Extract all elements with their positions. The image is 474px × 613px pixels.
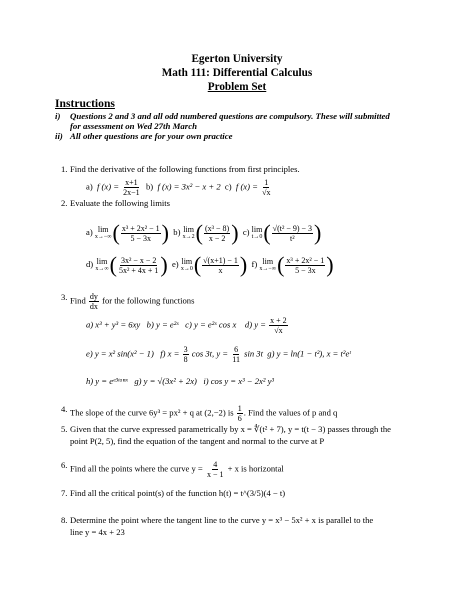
- derivative-fraction: [89, 292, 99, 311]
- expr: c) y = e²ˣ cos x: [185, 319, 237, 330]
- expr: h) y = eᵉ³ᵗᵃⁿˣ: [86, 376, 128, 386]
- limit: [181, 258, 193, 273]
- limit: [95, 226, 112, 241]
- instruction-text: Questions 2 and 3 and all odd numbered questions are compulsory. These will submitted: [70, 111, 390, 121]
- denominator: 5 − 3x: [295, 265, 316, 275]
- lim-sub: t→0: [251, 233, 263, 240]
- q3-row-3: [86, 376, 274, 387]
- part-label: a): [86, 181, 93, 192]
- question-5: [61, 424, 391, 435]
- expr: cos 3t, y =: [191, 348, 229, 359]
- denominator: 5 − 3x: [130, 233, 152, 243]
- fraction: [285, 256, 325, 275]
- question-number: 1.: [61, 164, 68, 174]
- expr: sin 3t: [244, 348, 263, 359]
- question-text: The slope of the curve 6y³ = px² + q at (2,−2) is: [70, 407, 234, 418]
- expr: a) x³ + y³ = 6xy: [86, 319, 141, 330]
- question-text: + x is horizontal: [227, 463, 284, 474]
- numerator: x³ + 2x² − 1: [121, 223, 160, 233]
- question-1: [61, 164, 300, 175]
- fraction: [122, 178, 141, 197]
- question-number: 8.: [61, 515, 68, 525]
- expr: f (x) = 3x² − x + 2: [157, 181, 221, 192]
- q1-part-a: [86, 178, 272, 197]
- question-3: [61, 292, 195, 311]
- numerator: 3: [183, 345, 188, 354]
- q2-row-2: d) lim x→∞ ( $\frac{\text{3x² − x − 2}}{\text{5x² + 4x + 1}}$ ) e) lim x→0 ( $\frac{√(x+1) - 1}{x}$ ) f) lim x→−∞ ( $\frac{\text{x³ + 2x² − 1}}{5 - 3x}$ ): [86, 252, 334, 277]
- question-7: [61, 488, 286, 499]
- instruction-text: All other questions are for your own practice: [70, 131, 233, 141]
- expr: i) cos y = x³ − 2x² y³: [203, 376, 274, 386]
- denominator: 8: [183, 355, 188, 364]
- fraction: [204, 224, 230, 243]
- instruction-label: i): [55, 111, 61, 121]
- denominator: dx: [89, 302, 98, 311]
- numerator: 1: [264, 178, 269, 187]
- fraction: [272, 224, 313, 243]
- instructions-heading: Instructions: [55, 97, 115, 110]
- lim-sub: x→−∞: [259, 265, 277, 272]
- denominator: t²: [290, 233, 295, 243]
- question-text: Find the derivative of the following functions from first principles.: [70, 164, 300, 174]
- part-label: f): [251, 258, 258, 269]
- part-label: a): [86, 226, 93, 237]
- denominator: √x: [262, 188, 271, 197]
- lim-word: lim: [97, 224, 109, 234]
- numerator: x³ + 2x² − 1: [286, 255, 325, 265]
- lim-word: lim: [262, 256, 274, 266]
- part-label: e): [171, 258, 179, 269]
- question-number: 5.: [61, 424, 68, 434]
- numerator: x + 2: [270, 316, 287, 325]
- numerator: 6: [234, 345, 239, 354]
- limit: [259, 258, 276, 273]
- expr: f (x) =: [235, 181, 258, 192]
- question-text: for the following functions: [102, 295, 195, 306]
- instruction-1-cont: for assessment on Wed 27th March: [70, 121, 198, 131]
- question-text: Find all the points where the curve y =: [70, 463, 203, 474]
- question-8-cont: line y = 4x + 23: [70, 527, 125, 537]
- limit: [95, 258, 108, 273]
- expr: f) x =: [160, 348, 180, 359]
- document-title: Problem Set: [207, 81, 267, 93]
- denominator: 5x² + 4x + 1: [118, 265, 159, 275]
- question-text: Find: [70, 295, 86, 306]
- part-label: b): [173, 226, 181, 237]
- denominator: 11: [232, 355, 240, 364]
- part-label: c): [224, 181, 232, 192]
- question-text: Evaluate the following limits: [70, 198, 171, 208]
- numerator: 1: [237, 404, 242, 413]
- question-8: [61, 515, 374, 526]
- denominator: 6: [237, 414, 242, 423]
- fraction: [202, 256, 239, 275]
- question-text: Determine the point where the tangent line to the curve y = x³ − 5x² + x is parallel to the: [70, 515, 374, 525]
- question-2: [61, 198, 171, 209]
- fraction: [237, 404, 243, 423]
- numerator: (x³ − 8): [204, 223, 230, 233]
- limit: [183, 226, 195, 241]
- lim-word: lim: [251, 224, 263, 234]
- part-label: b): [145, 181, 154, 192]
- denominator: √x: [274, 326, 283, 335]
- q3-row-1: [86, 316, 289, 335]
- expr: b) y = e²ˣ: [146, 319, 179, 330]
- numerator: x+1: [125, 178, 138, 187]
- fraction: [118, 256, 159, 275]
- question-6: [61, 460, 284, 479]
- expr: f (x) =: [96, 181, 120, 192]
- numerator: 3x² − x − 2: [120, 255, 157, 265]
- fraction: [231, 345, 241, 364]
- denominator: 2x−1: [123, 188, 140, 197]
- lim-word: lim: [181, 256, 193, 266]
- numerator: √(t² − 9) − 3: [272, 223, 313, 233]
- numerator: 4: [213, 460, 218, 469]
- question-text: Find all the critical point(s) of the function h(t) = t^(3/5)(4 − t): [70, 488, 286, 498]
- instruction-2: [55, 131, 233, 142]
- denominator: x − 1: [206, 470, 224, 479]
- question-text: Given that the curve expressed parametrically by x = ∜(t² + 7), y = t(t − 3) passes through the: [70, 424, 391, 434]
- denominator: x − 2: [208, 233, 226, 243]
- expr: g) y = √(3x² + 2x): [134, 376, 197, 386]
- lim-sub: x→∞: [95, 265, 109, 272]
- lim-word: lim: [183, 224, 194, 234]
- question-5-cont: point P(2, 5), find the equation of the tangent and normal to the curve at P: [70, 436, 325, 446]
- numerator: dy: [89, 292, 98, 301]
- instruction-label: ii): [55, 131, 63, 141]
- limit: [252, 226, 263, 241]
- question-number: 4.: [61, 404, 68, 414]
- question-number: 7.: [61, 488, 68, 498]
- university-title: Egerton University: [191, 53, 283, 65]
- question-number: 2.: [61, 198, 68, 208]
- fraction: [183, 345, 189, 364]
- q3-row-2: [86, 345, 351, 364]
- fraction: [121, 224, 161, 243]
- question-4: [61, 404, 338, 423]
- part-label: d): [86, 258, 94, 269]
- lim-sub: x→−∞: [94, 233, 112, 240]
- denominator: x: [218, 265, 223, 275]
- fraction: [261, 178, 271, 197]
- lim-sub: x→0: [180, 265, 193, 272]
- expr: g) y = ln(1 − t²), x = t²eᵗ: [267, 348, 351, 359]
- part-label: c): [242, 226, 250, 237]
- expr: e) y = x² sin(x² − 1): [86, 348, 154, 359]
- lim-sub: x→2: [182, 233, 195, 240]
- course-title: Math 111: Differential Calculus: [161, 67, 313, 79]
- q2-row-1: a) lim x→−∞ ( $\frac{\text{x³ + 2x² − 1}}{5 - 3x}$ ) b) lim x→2 ( $\frac{\text{(x³ − 8)}}{x - 2}$ ) c) lim t→0 ( $\frac{\text{√(t² − 9) − 3}}{\text{t²}}$ ): [86, 220, 322, 245]
- fraction: [206, 460, 225, 479]
- lim-word: lim: [96, 256, 108, 266]
- fraction: [269, 316, 288, 335]
- question-number: 6.: [61, 460, 68, 470]
- numerator: √(x+1) − 1: [203, 255, 238, 265]
- expr: d) y =: [244, 319, 266, 330]
- question-text: . Find the values of p and q: [243, 407, 338, 418]
- question-number: 3.: [61, 292, 68, 302]
